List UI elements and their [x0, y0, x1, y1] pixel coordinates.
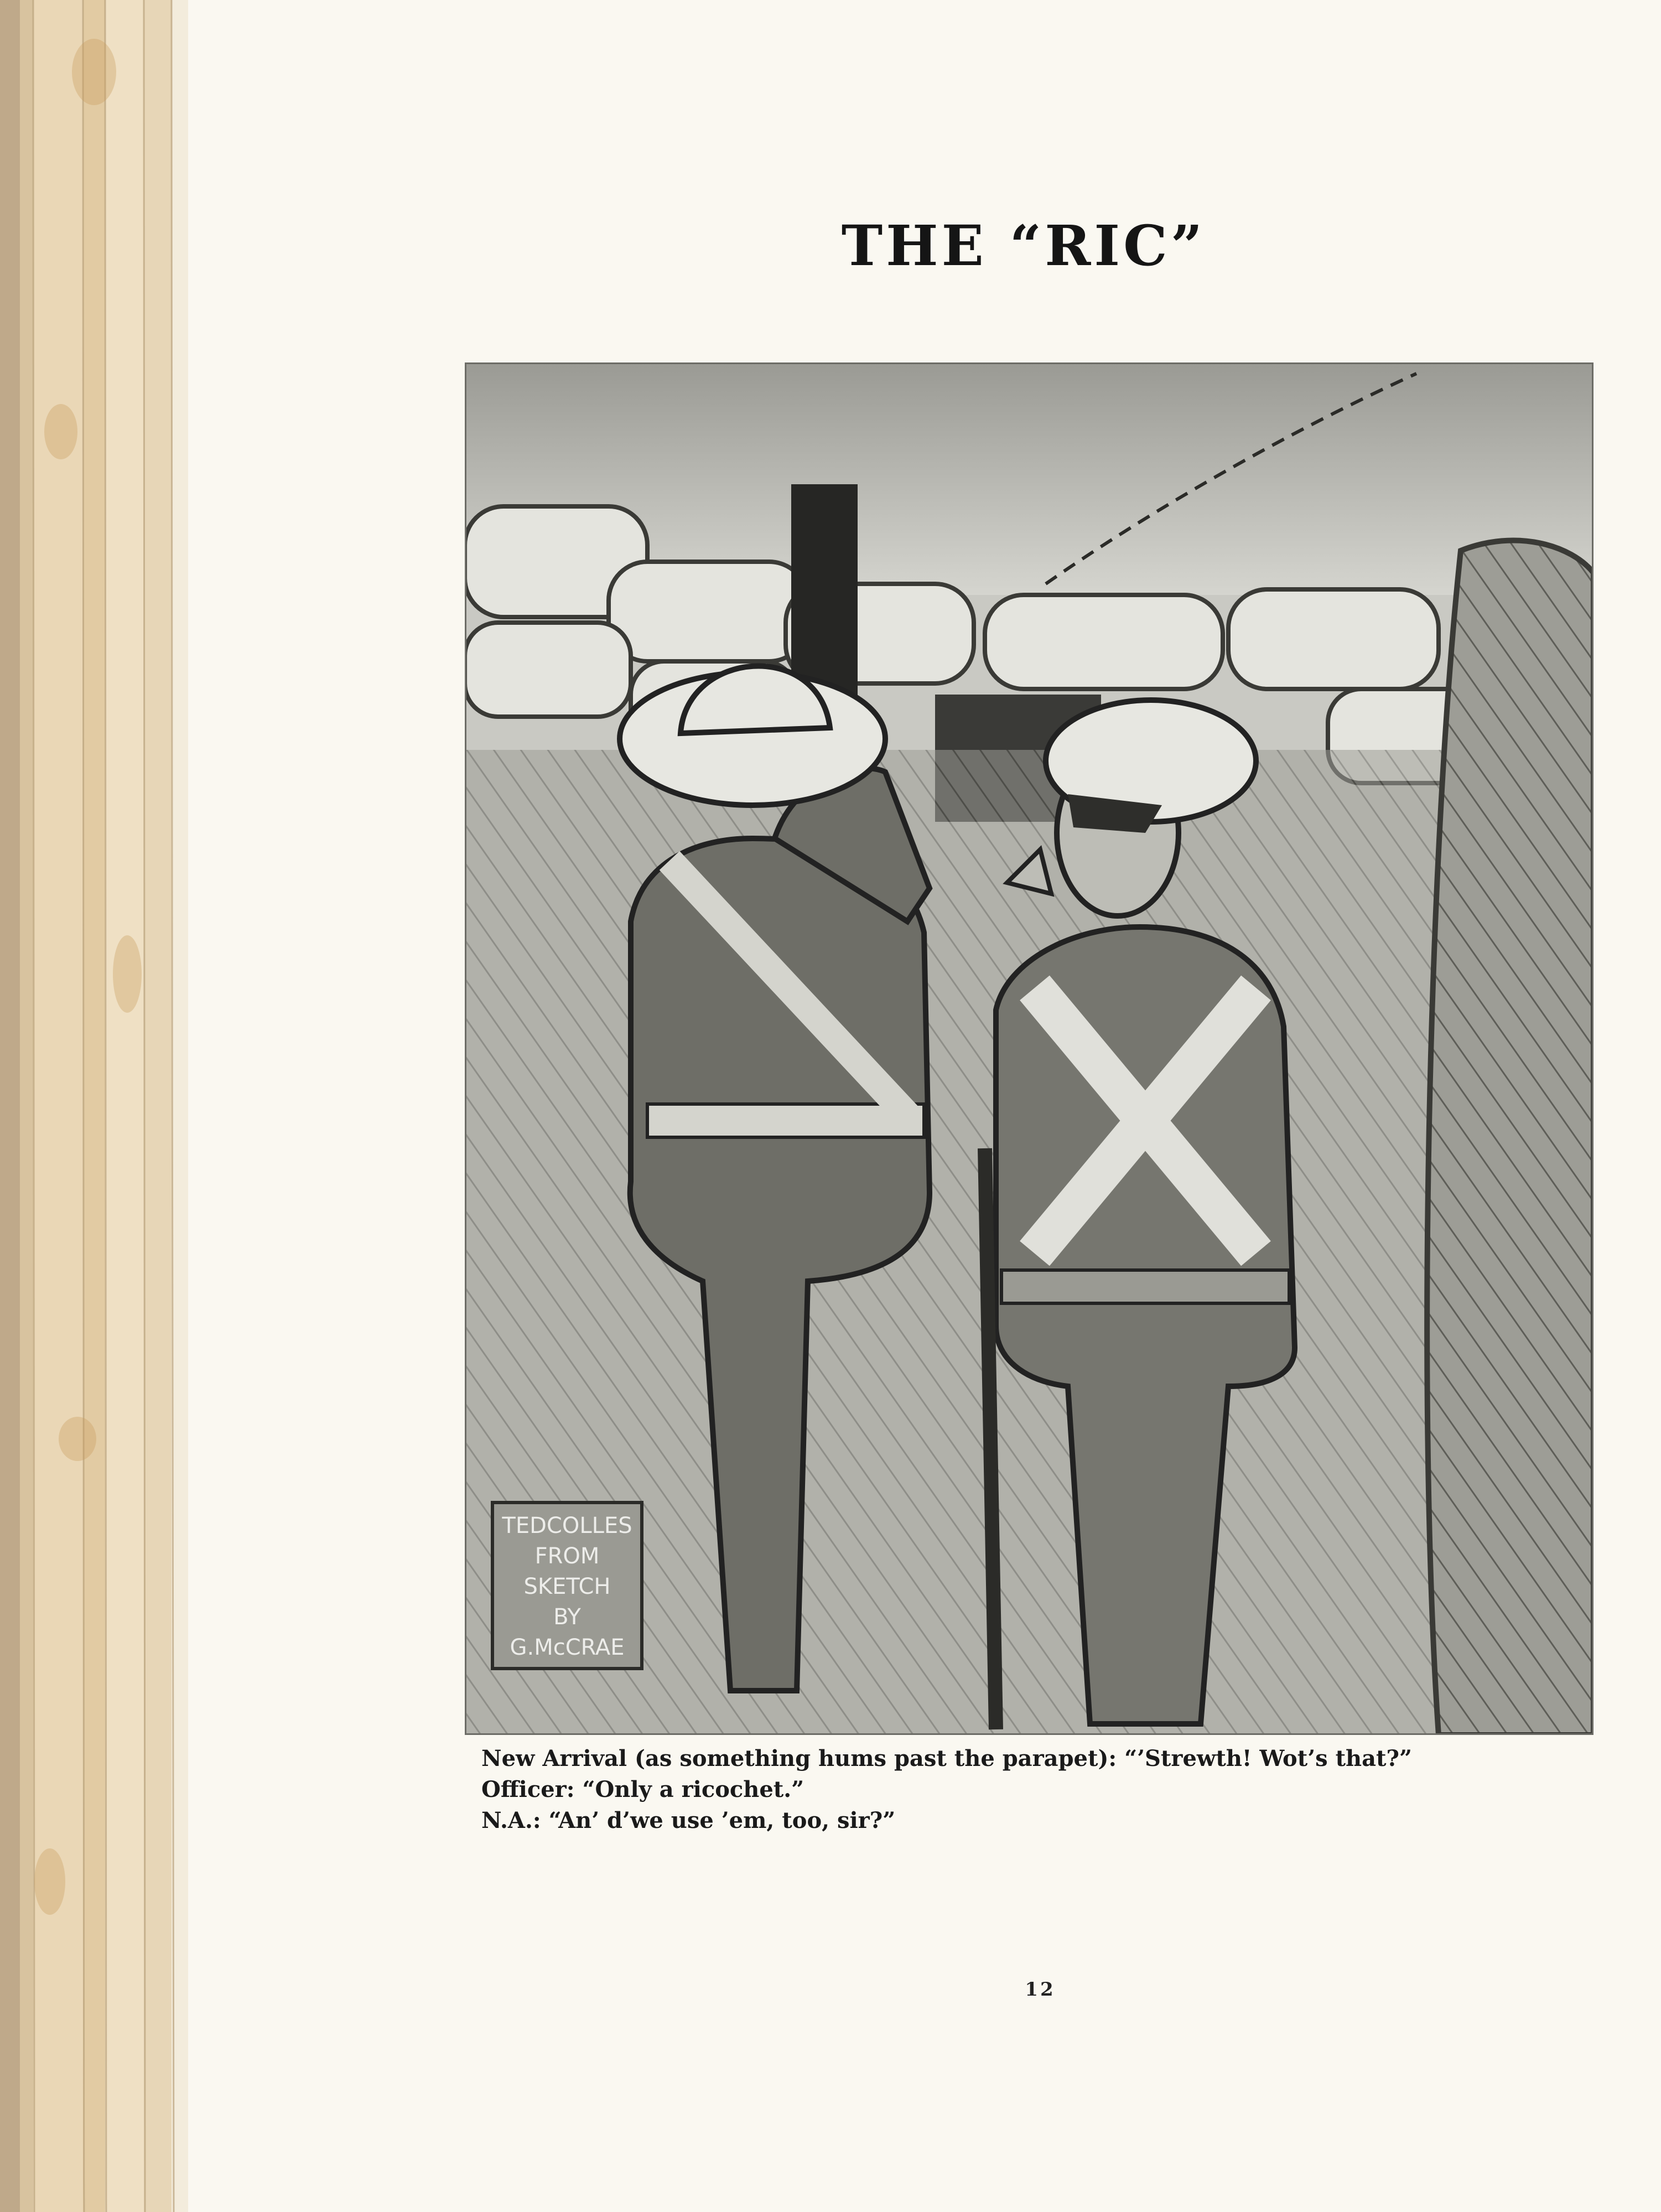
illustration-caption — [481, 1743, 1588, 1836]
svg-text:SKETCH: SKETCH — [523, 1574, 611, 1599]
page-title: THE “RIC” — [841, 213, 1206, 278]
svg-text:FROM: FROM — [534, 1543, 600, 1569]
caption-line-new-arrival: New Arrival (as something hums past the parapet): “’Strewth! Wot’s that?” — [481, 1745, 1412, 1771]
page-number: 12 — [1025, 1978, 1056, 2001]
svg-text:G.McCRAE: G.McCRAE — [510, 1635, 625, 1660]
svg-text:BY: BY — [553, 1604, 581, 1630]
caption-line-na: N.A.: “An’ d’we use ’em, too, sir?” — [481, 1807, 896, 1833]
svg-text:TEDCOLLES: TEDCOLLES — [502, 1513, 632, 1538]
caption-line-officer: Officer: “Only a ricochet.” — [481, 1776, 804, 1802]
trench-illustration — [465, 362, 1593, 1735]
artist-signature — [492, 1503, 642, 1669]
page-edges — [0, 0, 199, 2212]
